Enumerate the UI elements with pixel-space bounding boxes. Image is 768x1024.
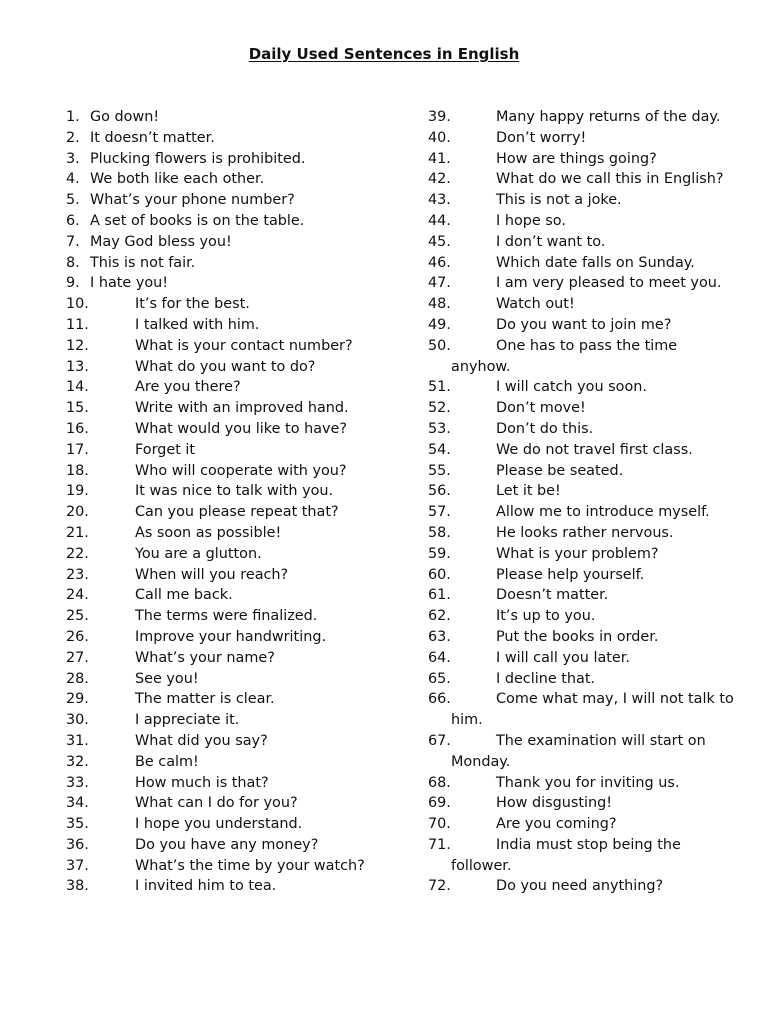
list-item-text: When will you reach? bbox=[135, 566, 289, 583]
list-item bbox=[428, 190, 738, 211]
list-item bbox=[66, 689, 411, 710]
list-item bbox=[428, 585, 738, 606]
list-item-number: 6. bbox=[66, 212, 80, 229]
list-item-text: It was nice to talk with you. bbox=[135, 483, 334, 500]
list-item-text: Are you coming? bbox=[496, 816, 617, 833]
list-item-number: 65. bbox=[428, 670, 451, 687]
list-item-number: 24. bbox=[66, 587, 89, 604]
list-item bbox=[66, 253, 411, 274]
list-item-text: He looks rather nervous. bbox=[496, 524, 674, 541]
list-item-number: 56. bbox=[428, 483, 451, 500]
list-item-number: 50. bbox=[428, 337, 451, 354]
list-item-number: 21. bbox=[66, 524, 89, 541]
list-item-text: Watch out! bbox=[496, 296, 575, 313]
list-item-text: What is your contact number? bbox=[135, 337, 353, 354]
list-item-number: 58. bbox=[428, 524, 451, 541]
list-item bbox=[428, 544, 738, 565]
list-item-number: 30. bbox=[66, 712, 89, 729]
list-item-text: Doesn’t matter. bbox=[496, 587, 609, 604]
list-item-text: The examination will start on Monday. bbox=[451, 732, 706, 770]
list-item-number: 10. bbox=[66, 296, 89, 313]
list-item-number: 32. bbox=[66, 753, 89, 770]
list-item-number: 14. bbox=[66, 379, 89, 396]
list-item-text: I appreciate it. bbox=[135, 712, 240, 729]
list-item-text: It’s for the best. bbox=[135, 296, 250, 313]
list-item bbox=[428, 149, 738, 170]
list-item-text: What would you like to have? bbox=[135, 420, 348, 437]
list-item-text: Which date falls on Sunday. bbox=[496, 254, 695, 271]
list-item-number: 8. bbox=[66, 254, 80, 271]
list-item-number: 47. bbox=[428, 275, 451, 292]
list-item-number: 54. bbox=[428, 441, 451, 458]
list-item bbox=[428, 627, 738, 648]
list-item bbox=[66, 565, 411, 586]
list-item bbox=[428, 377, 738, 398]
list-item bbox=[66, 419, 411, 440]
list-item bbox=[428, 315, 738, 336]
list-item-number: 49. bbox=[428, 316, 451, 333]
list-item bbox=[66, 128, 411, 149]
list-item bbox=[66, 731, 411, 752]
list-item-text: Don’t do this. bbox=[496, 420, 594, 437]
list-item-text: See you! bbox=[135, 670, 199, 687]
list-item bbox=[428, 211, 738, 232]
list-item-text: This is not a joke. bbox=[496, 192, 622, 209]
list-item-number: 39. bbox=[428, 109, 451, 125]
list-item-number: 19. bbox=[66, 483, 89, 500]
list-item-number: 5. bbox=[66, 192, 80, 209]
list-item-text: How are things going? bbox=[496, 150, 657, 167]
list-item bbox=[428, 606, 738, 627]
list-item-text: Don’t worry! bbox=[496, 129, 587, 146]
list-item-number: 27. bbox=[66, 649, 89, 666]
list-item-number: 44. bbox=[428, 212, 451, 229]
list-item bbox=[66, 232, 411, 253]
list-item-number: 40. bbox=[428, 129, 451, 146]
list-item bbox=[66, 585, 411, 606]
list-item bbox=[428, 169, 738, 190]
list-item-number: 41. bbox=[428, 150, 451, 167]
list-item bbox=[66, 357, 411, 378]
list-item-text: Many happy returns of the day. bbox=[496, 109, 721, 125]
list-item bbox=[66, 835, 411, 856]
list-item bbox=[428, 253, 738, 274]
list-item-number: 66. bbox=[428, 691, 451, 708]
list-item-text: Who will cooperate with you? bbox=[135, 462, 347, 479]
list-item-text: What’s your name? bbox=[135, 649, 275, 666]
list-item-number: 68. bbox=[428, 774, 451, 791]
list-item bbox=[66, 149, 411, 170]
list-item-number: 43. bbox=[428, 192, 451, 209]
list-item-text: I talked with him. bbox=[135, 316, 260, 333]
list-item-text: One has to pass the time anyhow. bbox=[451, 337, 678, 375]
list-item-number: 62. bbox=[428, 608, 451, 625]
list-item-text: We both like each other. bbox=[90, 171, 265, 188]
list-item-text: The matter is clear. bbox=[135, 691, 275, 708]
list-item bbox=[66, 876, 411, 897]
list-item-text: As soon as possible! bbox=[135, 524, 282, 541]
list-item bbox=[66, 752, 411, 773]
list-item bbox=[428, 294, 738, 315]
list-item-number: 52. bbox=[428, 400, 451, 417]
list-item bbox=[66, 814, 411, 835]
list-item bbox=[66, 793, 411, 814]
list-item-text: What do you want to do? bbox=[135, 358, 316, 375]
list-item-number: 45. bbox=[428, 233, 451, 250]
list-item-number: 61. bbox=[428, 587, 451, 604]
list-item-text: I hate you! bbox=[90, 275, 169, 292]
list-item-number: 29. bbox=[66, 691, 89, 708]
page-title: Daily Used Sentences in English bbox=[248, 45, 520, 63]
list-item bbox=[66, 107, 411, 128]
list-item bbox=[428, 565, 738, 586]
list-item bbox=[66, 606, 411, 627]
list-item-number: 7. bbox=[66, 233, 80, 250]
list-item-text: Be calm! bbox=[135, 753, 199, 770]
list-item bbox=[428, 419, 738, 440]
list-item-number: 16. bbox=[66, 420, 89, 437]
list-item-number: 33. bbox=[66, 774, 89, 791]
list-item-number: 55. bbox=[428, 462, 451, 479]
list-item-number: 51. bbox=[428, 379, 451, 396]
list-item-number: 28. bbox=[66, 670, 89, 687]
list-item bbox=[428, 773, 738, 794]
list-item-text: Please help yourself. bbox=[496, 566, 645, 583]
list-item-text: Come what may, I will not talk to him. bbox=[451, 691, 734, 729]
list-item bbox=[66, 856, 411, 877]
list-item-text: Allow me to introduce myself. bbox=[496, 504, 710, 521]
right-column bbox=[428, 107, 738, 897]
list-item bbox=[428, 648, 738, 669]
list-item-number: 15. bbox=[66, 400, 89, 417]
list-item-number: 36. bbox=[66, 836, 89, 853]
list-item-number: 67. bbox=[428, 732, 451, 749]
list-item bbox=[66, 190, 411, 211]
list-item-number: 22. bbox=[66, 545, 89, 562]
list-item-number: 34. bbox=[66, 795, 89, 812]
list-item-number: 63. bbox=[428, 628, 451, 645]
list-item bbox=[428, 814, 738, 835]
list-item-number: 1. bbox=[66, 109, 80, 125]
list-item-number: 26. bbox=[66, 628, 89, 645]
list-item-number: 71. bbox=[428, 836, 451, 853]
list-item bbox=[66, 669, 411, 690]
list-item-text: India must stop being the follower. bbox=[451, 836, 681, 874]
list-item bbox=[428, 731, 738, 773]
list-item-text: This is not fair. bbox=[90, 254, 196, 271]
list-item-number: 20. bbox=[66, 504, 89, 521]
list-item-number: 59. bbox=[428, 545, 451, 562]
list-item bbox=[428, 793, 738, 814]
list-item bbox=[66, 315, 411, 336]
list-item-text: It doesn’t matter. bbox=[90, 129, 215, 146]
list-item-number: 11. bbox=[66, 316, 89, 333]
list-item-number: 25. bbox=[66, 608, 89, 625]
list-item-text: Can you please repeat that? bbox=[135, 504, 339, 521]
list-item bbox=[428, 669, 738, 690]
list-item bbox=[66, 398, 411, 419]
list-item-text: Call me back. bbox=[135, 587, 233, 604]
list-item-number: 37. bbox=[66, 857, 89, 874]
list-item-text: How much is that? bbox=[135, 774, 269, 791]
list-item bbox=[66, 273, 411, 294]
list-item bbox=[428, 232, 738, 253]
list-item-text: I invited him to tea. bbox=[135, 878, 277, 895]
list-item-number: 9. bbox=[66, 275, 80, 292]
list-item bbox=[66, 377, 411, 398]
list-item bbox=[66, 648, 411, 669]
list-item-number: 69. bbox=[428, 795, 451, 812]
list-item bbox=[66, 440, 411, 461]
list-item-text: Thank you for inviting us. bbox=[496, 774, 680, 791]
list-item bbox=[66, 294, 411, 315]
list-item-number: 12. bbox=[66, 337, 89, 354]
list-item bbox=[66, 481, 411, 502]
list-item-number: 17. bbox=[66, 441, 89, 458]
list-item-text: Go down! bbox=[90, 109, 160, 125]
list-item-text: What can I do for you? bbox=[135, 795, 298, 812]
list-item bbox=[66, 627, 411, 648]
list-item bbox=[66, 544, 411, 565]
list-item-text: What do we call this in English? bbox=[496, 171, 724, 188]
list-item-text: I will catch you soon. bbox=[496, 379, 647, 396]
list-item bbox=[428, 440, 738, 461]
list-item bbox=[428, 107, 738, 128]
list-item-number: 46. bbox=[428, 254, 451, 271]
list-item-text: I will call you later. bbox=[496, 649, 630, 666]
list-item bbox=[66, 336, 411, 357]
list-item-text: You are a glutton. bbox=[135, 545, 262, 562]
list-item-text: Put the books in order. bbox=[496, 628, 659, 645]
list-item bbox=[428, 128, 738, 149]
list-item-text: Do you have any money? bbox=[135, 836, 319, 853]
left-column bbox=[66, 107, 411, 897]
list-item-text: We do not travel first class. bbox=[496, 441, 693, 458]
list-item bbox=[428, 481, 738, 502]
list-item bbox=[66, 211, 411, 232]
list-item-text: What’s the time by your watch? bbox=[135, 857, 365, 874]
list-item-number: 72. bbox=[428, 878, 451, 895]
list-item bbox=[66, 773, 411, 794]
list-item-text: Do you want to join me? bbox=[496, 316, 672, 333]
list-item-text: I am very pleased to meet you. bbox=[496, 275, 722, 292]
list-item bbox=[428, 398, 738, 419]
list-item-text: The terms were finalized. bbox=[135, 608, 318, 625]
list-item bbox=[428, 876, 738, 897]
list-item-text: May God bless you! bbox=[90, 233, 232, 250]
list-item-number: 42. bbox=[428, 171, 451, 188]
list-item-number: 38. bbox=[66, 878, 89, 895]
list-item bbox=[66, 523, 411, 544]
list-item-text: I don’t want to. bbox=[496, 233, 606, 250]
list-item bbox=[428, 273, 738, 294]
list-item-text: Write with an improved hand. bbox=[135, 400, 349, 417]
list-item-number: 4. bbox=[66, 171, 80, 188]
list-item-number: 60. bbox=[428, 566, 451, 583]
list-item bbox=[428, 835, 738, 877]
list-item bbox=[66, 502, 411, 523]
list-item-number: 2. bbox=[66, 129, 80, 146]
list-item-number: 23. bbox=[66, 566, 89, 583]
list-item bbox=[428, 689, 738, 731]
list-item-number: 3. bbox=[66, 150, 80, 167]
list-item-text: Plucking flowers is prohibited. bbox=[90, 150, 306, 167]
list-item-number: 64. bbox=[428, 649, 451, 666]
list-item-text: A set of books is on the table. bbox=[90, 212, 305, 229]
list-item bbox=[428, 461, 738, 482]
list-item-text: What’s your phone number? bbox=[90, 192, 295, 209]
list-item-text: Don’t move! bbox=[496, 400, 586, 417]
list-item bbox=[66, 169, 411, 190]
list-item-number: 70. bbox=[428, 816, 451, 833]
list-item bbox=[428, 336, 738, 378]
list-item-number: 48. bbox=[428, 296, 451, 313]
list-item bbox=[66, 710, 411, 731]
list-item-text: It’s up to you. bbox=[496, 608, 596, 625]
list-item-text: Are you there? bbox=[135, 379, 241, 396]
list-item-text: Let it be! bbox=[496, 483, 561, 500]
list-item bbox=[428, 523, 738, 544]
list-item-number: 57. bbox=[428, 504, 451, 521]
list-item-number: 13. bbox=[66, 358, 89, 375]
list-item-text: Please be seated. bbox=[496, 462, 624, 479]
list-item-number: 35. bbox=[66, 816, 89, 833]
list-item-text: What is your problem? bbox=[496, 545, 659, 562]
list-item bbox=[66, 461, 411, 482]
list-item-text: What did you say? bbox=[135, 732, 268, 749]
list-item-number: 31. bbox=[66, 732, 89, 749]
list-item-text: How disgusting! bbox=[496, 795, 613, 812]
list-item-text: Forget it bbox=[135, 441, 196, 458]
list-item-text: I decline that. bbox=[496, 670, 596, 687]
list-item-number: 53. bbox=[428, 420, 451, 437]
list-item-number: 18. bbox=[66, 462, 89, 479]
list-item-text: I hope you understand. bbox=[135, 816, 303, 833]
list-item-text: Improve your handwriting. bbox=[135, 628, 327, 645]
list-item-text: I hope so. bbox=[496, 212, 566, 229]
list-item bbox=[428, 502, 738, 523]
list-item-text: Do you need anything? bbox=[496, 878, 664, 895]
